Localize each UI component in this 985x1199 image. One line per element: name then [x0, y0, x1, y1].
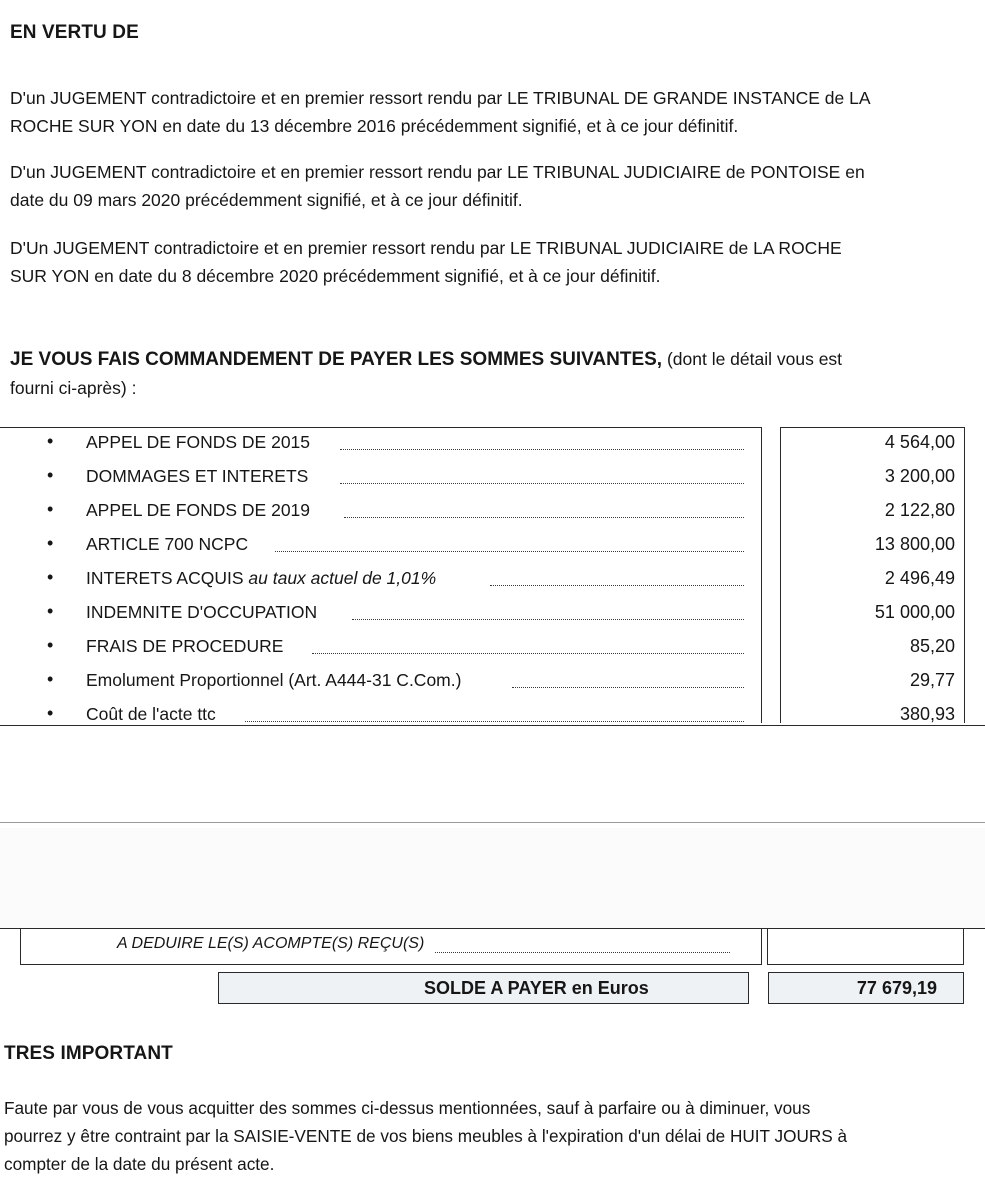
item-amount: 3 200,00 — [884, 466, 955, 486]
text-line: D'un JUGEMENT contradictoire et en premier ressort rendu par LE TRIBUNAL DE GRANDE INSTANCE de LA — [10, 88, 871, 108]
table-row — [0, 495, 985, 529]
table-row — [0, 699, 985, 733]
text-line: D'un JUGEMENT contradictoire et en premier ressort rendu par LE TRIBUNAL JUDICIAIRE de PONTOISE en — [10, 162, 865, 182]
table-row — [0, 427, 985, 461]
total-amount: 77 679,19 — [856, 978, 937, 998]
command-line-1 — [10, 345, 842, 374]
item-amount: 2 496,49 — [884, 568, 955, 588]
bullet-icon: • — [47, 669, 54, 689]
item-label: INTERETS ACQUIS au taux actuel de 1,01% — [86, 568, 437, 588]
table-row — [0, 461, 985, 495]
bullet-icon: • — [47, 635, 54, 655]
table-row — [0, 665, 985, 699]
item-amount: 13 800,00 — [874, 534, 955, 554]
deduction-amount-box — [767, 928, 964, 965]
item-amount: 51 000,00 — [874, 602, 955, 622]
command-rest: (dont le détail vous est — [662, 349, 843, 369]
leader-dots — [312, 636, 744, 654]
leader-dots — [245, 704, 744, 722]
bullet-icon: • — [47, 533, 54, 553]
judgment-paragraph-1 — [10, 84, 871, 140]
table-row — [0, 597, 985, 631]
text-line: Faute par vous de vous acquitter des sommes ci-dessus mentionnées, sauf à parfaire ou à diminuer, vous — [4, 1098, 811, 1118]
text-line: ROCHE SUR YON en date du 13 décembre 2016 précédemment signifié, et à ce jour définitif. — [10, 116, 739, 136]
table-row — [0, 529, 985, 563]
items-table — [0, 427, 985, 727]
leader-dots — [340, 466, 744, 484]
leader-dots — [275, 534, 744, 552]
warning-paragraph — [4, 1094, 847, 1178]
payment-command — [10, 345, 842, 402]
item-label: APPEL DE FONDS DE 2019 — [86, 500, 311, 520]
text-line: compter de la date du présent acte. — [4, 1154, 275, 1174]
leader-dots — [435, 935, 730, 953]
leader-dots — [512, 670, 744, 688]
text-line: pourrez y être contraint par la SAISIE-VENTE de vos biens meubles à l'expiration d'un délai de HUIT JOURS à — [4, 1126, 848, 1146]
judgment-paragraph-2 — [10, 158, 865, 214]
bullet-icon: • — [47, 703, 54, 723]
table-row — [0, 563, 985, 597]
total-label: SOLDE A PAYER en Euros — [424, 978, 649, 998]
item-label: Emolument Proportionnel (Art. A444-31 C.Com.) — [86, 670, 462, 690]
bullet-icon: • — [47, 465, 54, 485]
item-label: INDEMNITE D'OCCUPATION — [86, 602, 318, 622]
text-line: D'Un JUGEMENT contradictoire et en premier ressort rendu par LE TRIBUNAL JUDICIAIRE de LA ROCHE — [10, 238, 842, 258]
item-label: ARTICLE 700 NCPC — [86, 534, 249, 554]
bullet-icon: • — [47, 601, 54, 621]
total-amount-box — [768, 972, 964, 1004]
item-label: APPEL DE FONDS DE 2015 — [86, 432, 311, 452]
item-amount: 2 122,80 — [884, 500, 955, 520]
deduction-box — [20, 928, 762, 965]
command-line-2: fourni ci-après) : — [10, 378, 137, 398]
item-label: FRAIS DE PROCEDURE — [86, 636, 284, 656]
leader-dots — [344, 500, 744, 518]
table-row — [0, 631, 985, 665]
item-amount: 29,77 — [909, 670, 955, 690]
leader-dots — [340, 432, 744, 450]
text-line: SUR YON en date du 8 décembre 2020 précédemment signifié, et à ce jour définitif. — [10, 266, 661, 286]
command-bold: JE VOUS FAIS COMMANDEMENT DE PAYER LES SOMMES SUIVANTES, — [10, 349, 663, 370]
item-label: DOMMAGES ET INTERETS — [86, 466, 309, 486]
text-line: date du 09 mars 2020 précédemment signifié, et à ce jour définitif. — [10, 190, 523, 210]
section-heading-tres-important: TRES IMPORTANT — [4, 1043, 173, 1064]
blank-area — [0, 828, 985, 928]
leader-dots — [352, 602, 744, 620]
separator-line — [0, 822, 985, 823]
bullet-icon: • — [47, 567, 54, 587]
bullet-icon: • — [47, 431, 54, 451]
judgment-paragraph-3 — [10, 234, 842, 290]
section-heading-en-vertu-de: EN VERTU DE — [10, 22, 139, 43]
total-label-box — [218, 972, 749, 1004]
item-amount: 4 564,00 — [884, 432, 955, 452]
item-amount: 380,93 — [899, 704, 955, 724]
item-amount: 85,20 — [909, 636, 955, 656]
bullet-icon: • — [47, 499, 54, 519]
deduction-label: A DEDUIRE LE(S) ACOMPTE(S) REÇU(S) — [117, 935, 425, 952]
leader-dots — [490, 568, 744, 586]
item-label: Coût de l'acte ttc — [86, 704, 216, 724]
